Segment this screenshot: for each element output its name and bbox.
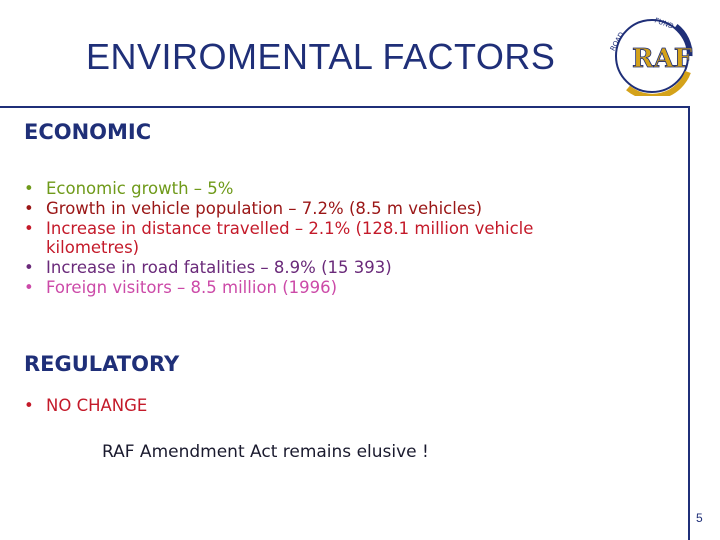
page-number: 5 (696, 511, 703, 525)
regulatory-list (24, 396, 604, 416)
economic-list (24, 179, 604, 298)
logo-letters: RAF (632, 44, 693, 74)
bullet-icon: • (24, 199, 34, 218)
list-item: • Increase in road fatalities – 8.9% (15 393) (24, 258, 392, 277)
bullet-icon: • (24, 278, 34, 297)
regulatory-note: RAF Amendment Act remains elusive ! (102, 442, 429, 462)
logo-ring-text-right: FUND (653, 16, 675, 31)
logo-ring-text-left: ROAD (608, 30, 626, 53)
list-item: • Increase in distance travelled – 2.1% (128.1 million vehicle kilometres) (24, 219, 534, 257)
right-border (688, 106, 690, 540)
list-item: • Foreign visitors – 8.5 million (1996) (24, 278, 338, 297)
list-item: • Economic growth – 5% (24, 179, 234, 198)
regulatory-heading: REGULATORY (24, 352, 180, 376)
bullet-icon: • (24, 179, 34, 198)
bullet-icon: • (24, 396, 34, 415)
title-divider (0, 106, 690, 108)
economic-heading: ECONOMIC (24, 120, 152, 144)
list-item: • NO CHANGE (24, 396, 148, 415)
bullet-icon: • (24, 219, 34, 238)
slide-title: ENVIROMENTAL FACTORS (86, 36, 556, 77)
list-item: • Growth in vehicle population – 7.2% (8.5 m vehicles) (24, 199, 483, 218)
raf-logo (606, 12, 702, 96)
bullet-icon: • (24, 258, 34, 277)
